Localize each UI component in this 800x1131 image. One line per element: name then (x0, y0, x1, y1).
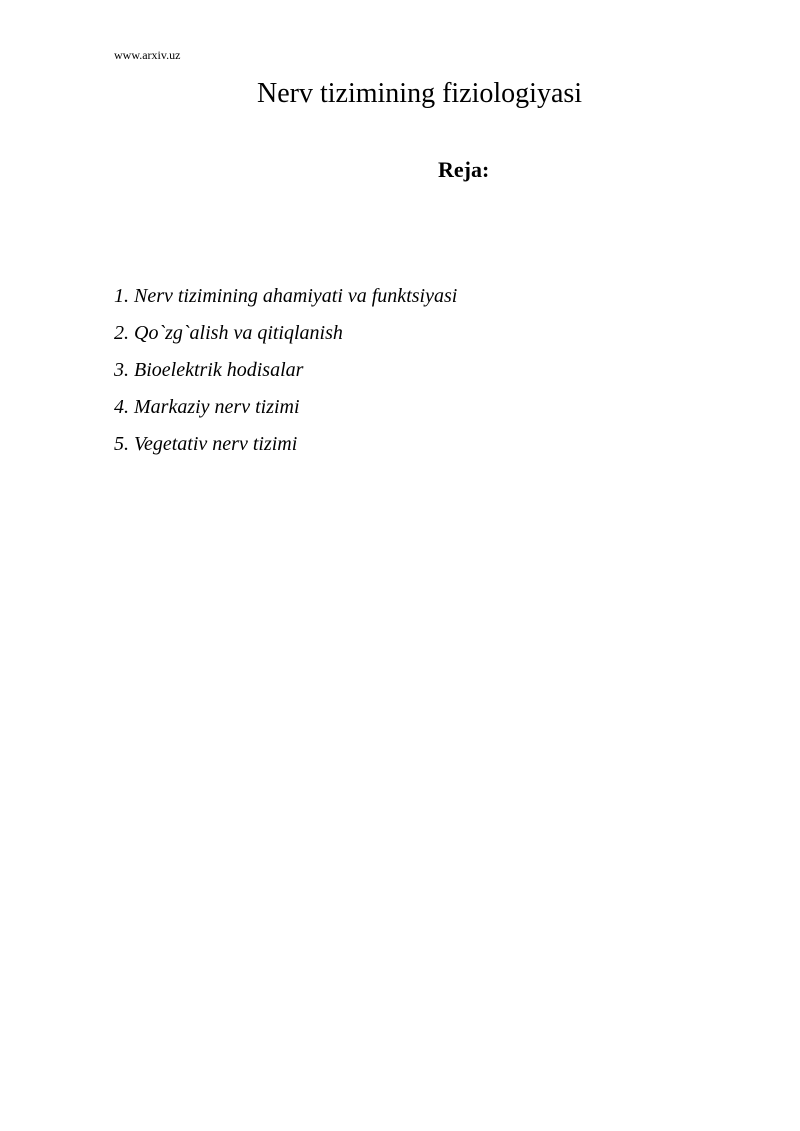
plan-item: 4. Markaziy nerv tizimi (114, 396, 300, 418)
plan-item: 2. Qo`zg`alish va qitiqlanish (114, 322, 343, 344)
plan-item: 3. Bioelektrik hodisalar (114, 359, 304, 381)
plan-list (114, 278, 457, 463)
site-header: www.arxiv.uz (114, 48, 181, 62)
plan-item: 1. Nerv tizimining ahamiyati va funktsiyasi (114, 285, 458, 307)
plan-heading: Reja: (438, 157, 490, 182)
plan-item: 5. Vegetativ nerv tizimi (114, 433, 298, 455)
document-title: Nerv tizimining fiziologiyasi (257, 78, 583, 109)
